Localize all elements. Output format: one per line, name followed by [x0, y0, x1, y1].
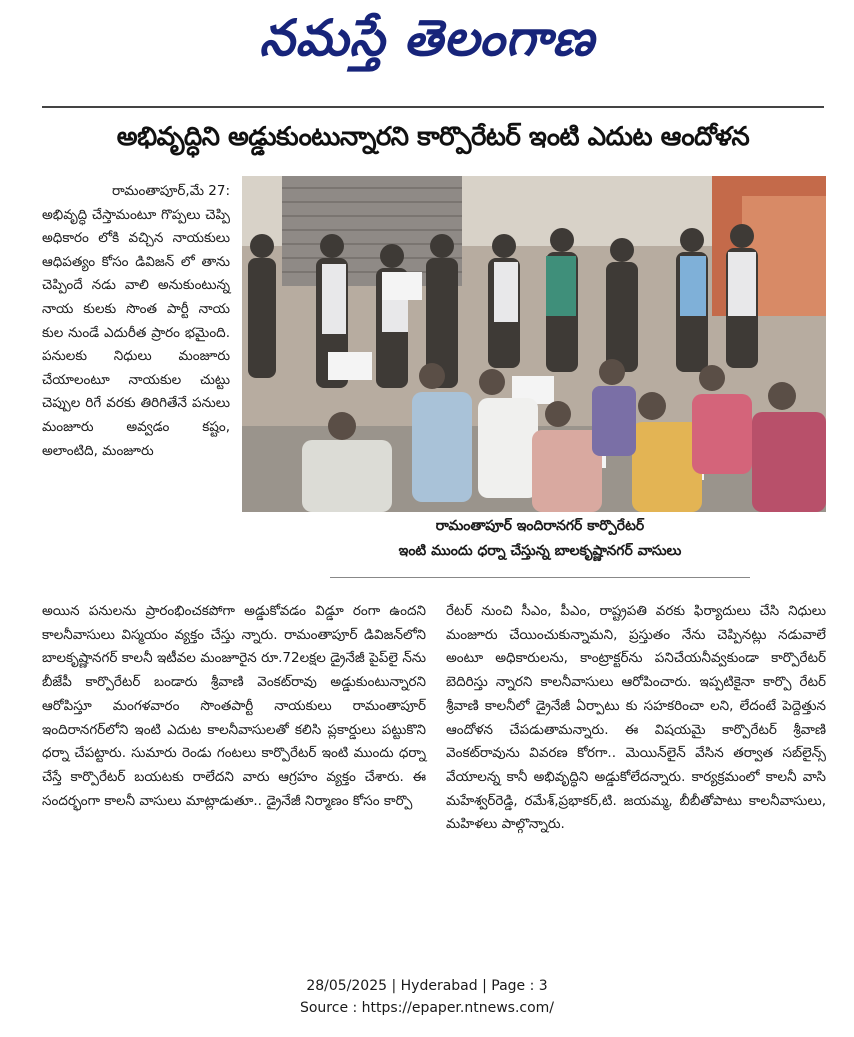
- body-right-paragraph: రేటర్ నుంచి సీఎం, పీఎం, రాష్ట్రపతి వరకు ఫిర్యాదులు చేసి నిధులు మంజూరు చేయించుకున్నామని, ప్రస్తుతం నేను చెప్పినట్లు నడువాలే అంటూ అధికారులను, కాంట్రాక్టర్‌ను పనిచేయనీవ్వకుండా కార్పొరేటర్ బెదిరిస్తు న్నారని కాలనీవాసులు ఆరోపించారు. ఇప్పటికైనా కార్పొ రేటర్ శ్రీవాణి కాలనీలో డ్రైనేజీ ఏర్పాటు కు సహకరించా లని, లేదంటే పెద్దెత్తున ఆందోళన చేపడుతామన్నారు. ఈ విషయమై కార్పొరేటర్ శ్రీవాణి వెంకట్‌రావును వివరణ కోరగా.. మెయిన్‌లైన్ వేసిన తర్వాత సబ్‌లైన్స్ వేయాలన్న కానీ అభివృద్ధిని అడ్డుకోలేదన్నారు. కార్యక్రమంలో కాలనీ వాసి మహేశ్వర్‌రెడ్డి, రమేశ్,ప్రభాకర్,టి. జయమ్మ, బీబీతోపాటు కాలనీవాసులు, మహిళలు పాల్గొన్నారు.: [446, 603, 826, 833]
- caption-line-1: రామంతాపూర్ ఇందిరానగర్ కార్పొరేటర్: [435, 518, 645, 534]
- article-body-right: [446, 600, 826, 837]
- article-body-left: [42, 600, 426, 813]
- body-left-paragraph: అయిన పనులను ప్రారంభించకపోగా అడ్డుకోవడం విడ్డూ రంగా ఉందని కాలనీవాసులు విస్మయం వ్యక్తం చేస్తు న్నారు. రామంతాపూర్ డివిజన్‌లోని బాలకృష్ణానగర్ కాలనీ ఇటీవల మంజూరైన రూ.72లక్షల డ్రైనేజీ పైప్‌లై న్‌ను బీజేపీ కార్పొరేటర్ బండారు శ్రీవాణి వెంకట్‌రావు అడ్డుకుంటున్నారని ఆరోపిస్తూ మంగళవారం సొంతపార్టీ నాయకులు రామంతాపూర్ ఇందిరానగర్‌లోని ఇంటి ఎదుట కాలనీవాసులతో కలిసి ప్లకార్డులు పట్టుకొని ధర్నా చేపట్టారు. సుమారు రెండు గంటలు కార్పొరేటర్ ఇంటి ముందు ధర్నా చేస్తే కార్పొరేటర్ బయటకు రాలేదని వారు ఆగ్రహం వ్యక్తం చేశారు. ఈ సందర్భంగా కాలనీ వాసులు మాట్లాడుతూ.. డ్రైనేజీ నిర్మాణం కోసం కార్పొ: [42, 603, 426, 809]
- caption-divider: [330, 577, 750, 578]
- protest-photo: [242, 176, 826, 512]
- photo-caption: [330, 514, 750, 564]
- dateline: రామంతాపూర్,మే 27:: [112, 183, 230, 199]
- caption-line-2: ఇంటి ముందు ధర్నా చేస్తున్న బాలకృష్ణానగర్ వాసులు: [398, 543, 682, 559]
- lead-paragraph: అభివృద్ధి చేస్తామంటూ గొప్పలు చెప్పి అధికారం లోకి వచ్చిన నాయకులు ఆధిపత్యం కోసం డివిజన్ లో తాను చెప్పిందే నడు వాలి అనుకుంటున్న నాయ కులకు సొంత పార్టీ నాయ కుల నుండే ఎదురీత ప్రారం భమైంది. పనులకు నిధులు మంజూరు చేయాలంటూ నాయకుల చుట్టు చెప్పుల రిగే వరకు తిరిగితేనే పనులు మంజూరు అవ్వడం కష్టం, అలాంటిది, మంజూరు: [42, 206, 230, 459]
- page-footer: [0, 975, 854, 1019]
- article-headline: అభివృద్ధిని అడ్డుకుంటున్నారని కార్పొరేటర్ ఇంటి ఎదుట ఆందోళన: [116, 122, 750, 152]
- lead-column: [42, 180, 230, 463]
- header-divider: [42, 106, 824, 108]
- footer-source-link[interactable]: Source : https://epaper.ntnews.com/: [299, 1000, 555, 1016]
- newspaper-masthead: నమస్తే తెలంగాణ: [259, 8, 595, 67]
- footer-date-line: 28/05/2025 | Hyderabad | Page : 3: [306, 978, 548, 994]
